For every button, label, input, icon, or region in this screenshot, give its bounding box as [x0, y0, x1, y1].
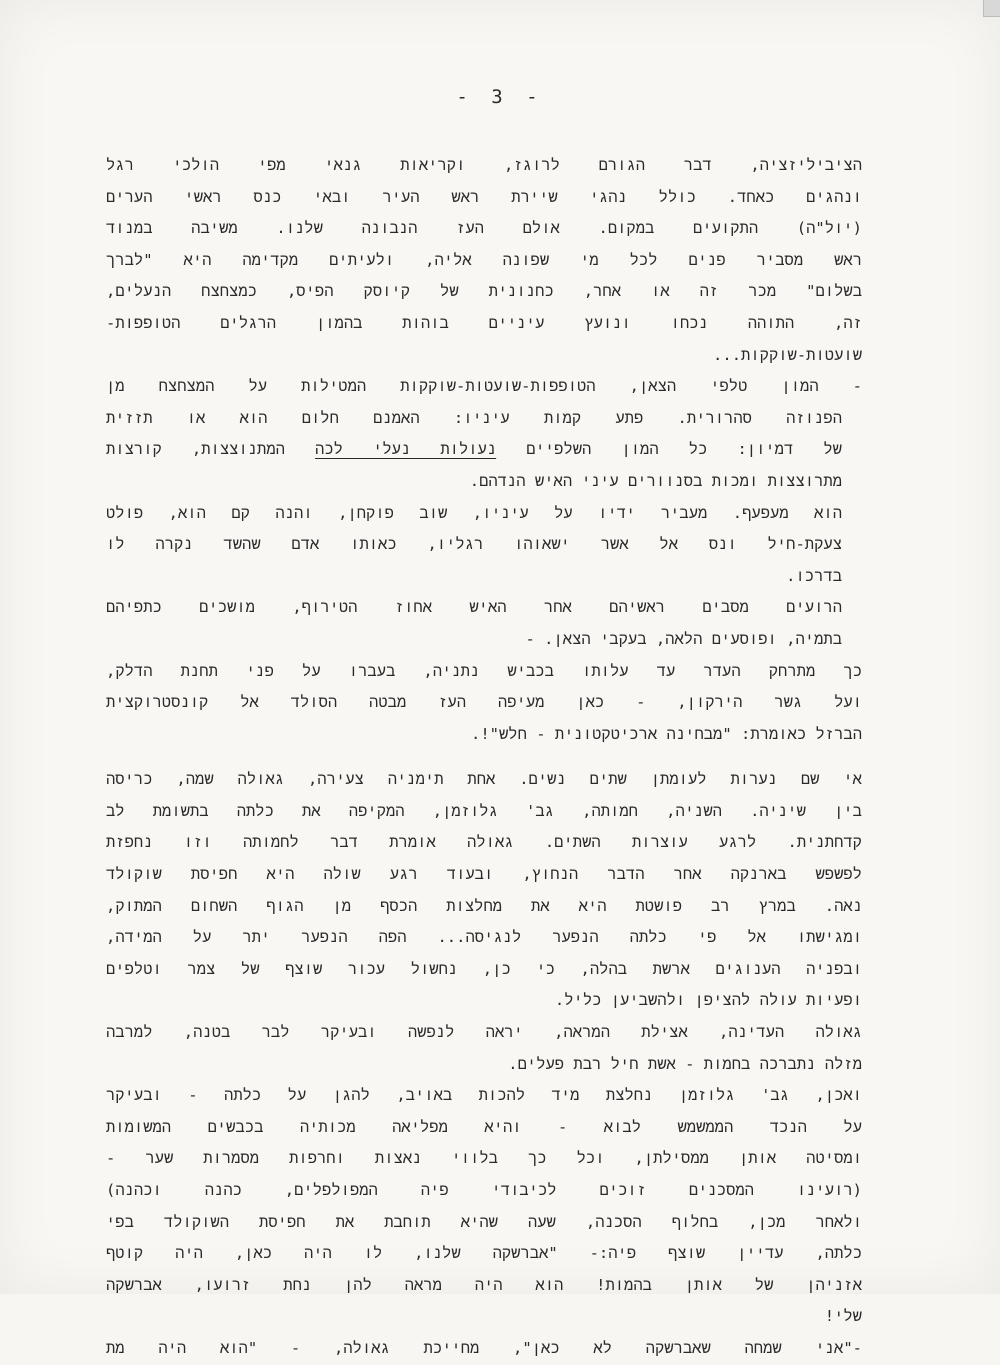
text-line: ראש מסביר פנים לכל מי שפונה אליה, ולעיתים מקדימה היא "לברך — [106, 250, 862, 269]
text-line: ומסיטה אותן ממסילתן, וכל כך בלווי נאצות וחרפות מסמרות שער - — [106, 1149, 862, 1168]
text-line: צעקת-חיל ונס אל אשר ישאוהו רגליו, כאותו אדם שהשד נקרה לו — [106, 535, 842, 554]
text-line: בדרכו. — [786, 566, 842, 585]
text-segment: של דמיון: כל המון השלפיים — [496, 440, 842, 459]
text-line: ולאחר מכן, בחלוף הסכנה, שעה שהיא תוחבת את חפיסת השוקולד בפי — [106, 1212, 862, 1231]
text-segment: המתנוצצות, קורצות — [106, 440, 316, 459]
text-line: הרועים מסבים ראשיהם אחר האיש אחוז הטירוף, מושכים כתפיהם — [106, 598, 842, 617]
text-line: ואכן, גב' גלוזמן נחלצת מיד להכות באויב, להגן על כלתה - ובעיקר — [106, 1086, 862, 1105]
text-line: -"אני שמחה שאברשקה לא כאן", מחייכת גאולה, - "הוא היה מת — [106, 1338, 862, 1357]
underlined-phrase: נעולות נעלי לכה — [315, 440, 497, 459]
text-line: הפנוזה סהרורית. פתע קמות עיניו: האמנם חלום הוא או תזזית — [106, 408, 842, 427]
text-line: קדחתנית. לרגע עוצרות השתים. גאולה אומרת דבר לחמותה וזו נחפזת — [106, 833, 862, 852]
text-line: מזלה נתברכה בחמות - אשת חיל רבת פעלים. — [508, 1054, 862, 1073]
text-line: מתרוצצות ומכות בסנוורים עיני האיש הנדהם. — [469, 471, 842, 490]
body-text — [106, 150, 862, 1365]
paragraph-gap — [106, 750, 862, 764]
page-number: - 3 - — [456, 86, 544, 108]
text-line: אי שם נערות לעומתן שתים נשים. אחת תימניה צעירה, גאולה שמה, כריסה — [106, 770, 862, 789]
text-line: שלי! — [824, 1307, 862, 1326]
text-line: זה, התוהה נכחו ונועץ עיניים בוהות בהמון הרגלים הטופפות- — [106, 313, 862, 332]
text-line: בתמיה, ופוסעים הלאה, בעקבי הצאן. - — [525, 629, 842, 648]
text-line: הברזל כאומרת: "מבחינה ארכיטקטונית - חלש"!. — [471, 724, 862, 743]
text-line: ונהגים כאחד. כולל נהגי שיירת ראש העיר ובאי כנס ראשי הערים — [106, 187, 862, 206]
text-line: כך מתרחק העדר עד עלותו בכביש נתניה, בעברו על פני תחנת הדלק, — [106, 661, 862, 680]
text-line: (רועינו המסכנים זוכים לכיבודי פיה המפולפלים, כהנה וכהנה) — [106, 1181, 862, 1199]
text-line-underlined — [106, 434, 842, 466]
text-line: על הנכד הממשמש לבוא - והיא מפליאה מכותיה בכבשים המשומות — [106, 1117, 862, 1136]
text-line: ועל גשר הירקון, - כאן מעיפה העז מבטה הסולד אל קונסטרוקצית — [106, 693, 862, 712]
text-line: נאה. במרץ רב פושטת היא את מחלצות הכסף מן הגוף השחום המתוק, — [106, 896, 862, 915]
text-line: הוא מעפעף. מעביר ידיו על עיניו, שוב פוקחן, והנה קם הוא, פולט — [106, 503, 842, 522]
scan-corner-mark — [983, 0, 1000, 17]
text-line: ומגישתו אל פי כלתה הנפער לנגיסה... הפה הנפער יתר על המידה, — [106, 928, 862, 947]
text-line: בין שיניה. השניה, חמותה, גב' גלוזמן, המקיפה את כלתה בתשומת לב — [106, 801, 862, 820]
text-line: שועטות-שוקקות... — [713, 345, 862, 364]
text-line: - המון טלפי הצאן, הטופפות-שועטות-שוקקות המטילות על המצחצח מן — [106, 377, 862, 396]
text-line: ופעיות עולה להציפן ולהשביען כליל. — [554, 991, 862, 1010]
text-line: (יול"ה) התקועים במקום. אולם העז הנבונה שלנו. משיבה במנוד — [106, 219, 862, 238]
text-line: גאולה העדינה, אצילת המראה, יראה לנפשה ובעיקר לבר בטנה, למרבה — [106, 1023, 862, 1042]
text-line: לפשפש בארנקה אחר הדבר הנחוץ, ובעוד רגע שולה היא חפיסת שוקולד — [106, 865, 862, 884]
text-line: בשלום" מכר זה או אחר, כחנונית של קיוסק הפיס, כמצחצח הנעלים, — [106, 282, 862, 301]
text-line: כלתה, עדיין שוצף פיה:- "אברשקה שלנו, לו היה כאן, היה קוטף — [106, 1244, 862, 1263]
text-line: אזניהן של אותן בהמות! הוא היה מראה להן נחת זרועו, אברשקה — [106, 1275, 862, 1294]
text-line: הציביליזציה, דבר הגורם לרוגז, וקריאות גנאי מפי הולכי רגל — [106, 156, 862, 174]
text-line: ובפניה הענוגים ארשת בהלה, כי כן, נחשול עכור שוצף של צמר וטלפים — [106, 959, 862, 978]
